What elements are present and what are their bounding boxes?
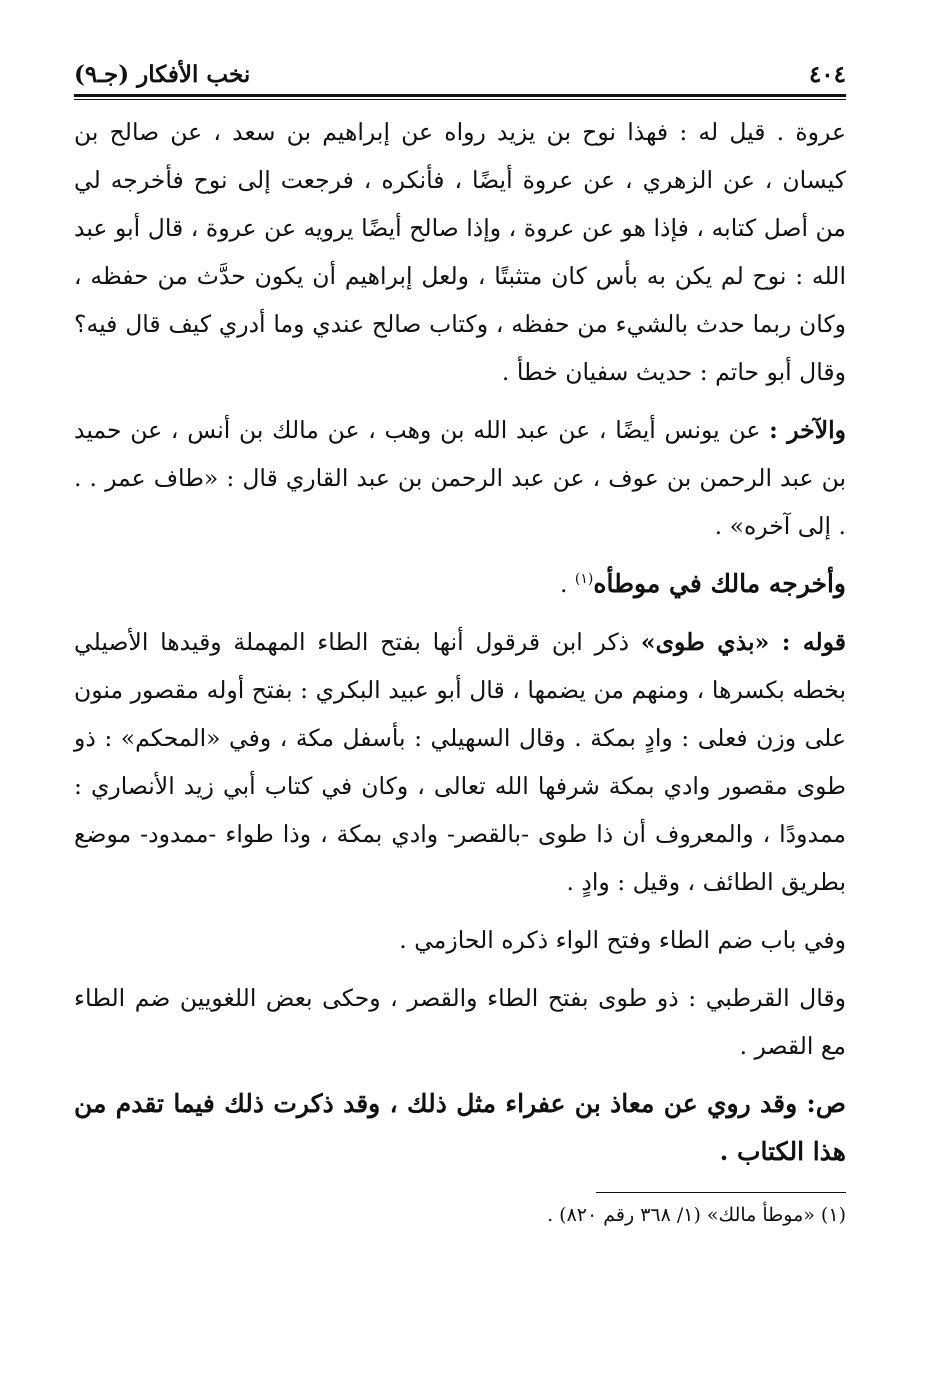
footnote-ref[interactable]: (١) <box>574 571 594 588</box>
header-rule-thick <box>74 94 846 97</box>
paragraph-7 <box>74 1080 846 1176</box>
paragraph-5 <box>74 916 846 964</box>
paragraph-2-text: عن يونس أيضًا ، عن عبد الله بن وهب ، عن مالك بن أنس ، عن حميد بن عبد الرحمن بن عوف ، عن عبد الرحمن بن عبد القاري قال : «طاف عمر . . . إلى آخره» . <box>74 416 846 540</box>
paragraph-1-text: عروة . قيل له : فهذا نوح بن يزيد رواه عن إبراهيم بن سعد ، عن صالح بن كيسان ، عن الزهري ، عن عروة أيضًا ، فأنكره ، فرجعت إلى نوح فأخرجه لي من أصل كتابه ، فإذا هو عن عروة ، وإذا صالح أيضًا يرويه عن عروة ، قال أبو عبد الله : نوح لم يكن به بأس كان متثبتًا ، ولعل إبراهيم أن يكون حدَّث من حفظه ، وكان ربما حدث بالشيء من حفظه ، وكتاب صالح عندي وما أدري كيف قال فيه؟ وقال أبو حاتم : حديث سفيان خطأ . <box>74 118 846 386</box>
footnote-rule <box>596 1192 846 1193</box>
paragraph-5-text: وفي باب ضم الطاء وفتح الواء ذكره الحازمي . <box>399 926 846 954</box>
paragraph-4 <box>74 618 846 906</box>
paragraph-3-tail: . <box>559 570 575 598</box>
paragraph-2 <box>74 406 846 550</box>
book-title: نخب الأفكار (جـ٩) <box>74 61 251 88</box>
paragraph-3-heading: وأخرجه مالك في موطأه <box>593 569 846 598</box>
running-header <box>74 48 846 88</box>
body-text <box>74 108 846 1176</box>
paragraph-7-text: ص: وقد روي عن معاذ بن عفراء مثل ذلك ، وقد ذكرت ذلك فيما تقدم من هذا الكتاب . <box>74 1089 846 1166</box>
page-number: ٤٠٤ <box>808 61 846 88</box>
paragraph-2-lead: والآخر : <box>769 416 846 444</box>
header-rule-thin <box>74 99 846 100</box>
paragraph-1 <box>74 108 846 396</box>
paragraph-4-text: ذكر ابن قرقول أنها بفتح الطاء المهملة وقيدها الأصيلي بخطه بكسرها ، ومنهم من يضمها ، قال أبو عبيد البكري : بفتح أوله مقصور منون على وزن فعلى : وادٍ بمكة . وقال السهيلي : بأسفل مكة ، وفي «المحكم» : ذو طوى مقصور وادي بمكة شرفها الله تعالى ، وكان في كتاب أبي زيد الأنصاري : ممدودًا ، والمعروف أن ذا طوى -بالقصر- وادي بمكة ، وذا طواء -ممدود- موضع بطريق الطائف ، وقيل : وادٍ . <box>74 628 846 896</box>
footnote: (١) «موطأ مالك» (١/ ٣٦٨ رقم ٨٢٠) . <box>547 1204 846 1226</box>
paragraph-3 <box>74 560 846 608</box>
page <box>74 48 846 1231</box>
paragraph-4-lead: قوله : «بذي طوى» <box>640 628 846 656</box>
paragraph-6-text: وقال القرطبي : ذو طوى بفتح الطاء والقصر ، وحكى بعض اللغويين ضم الطاء مع القصر . <box>74 984 846 1060</box>
paragraph-6 <box>74 974 846 1070</box>
